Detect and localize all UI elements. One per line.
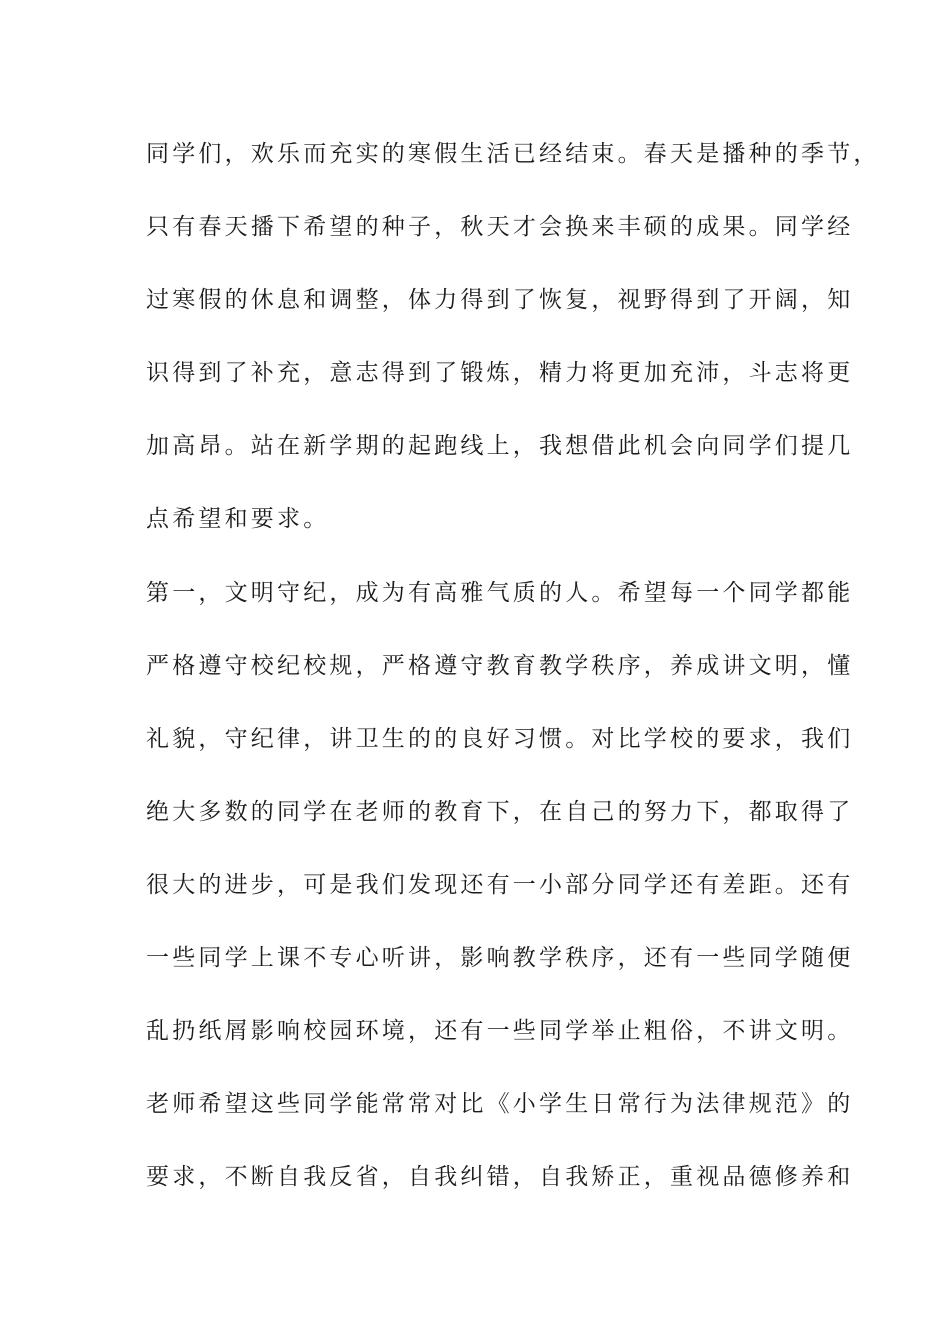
text-line: 只有春天播下希望的种子，秋天才会换来丰硕的成果。同学经 <box>146 214 854 241</box>
text-line: 礼貌，守纪律，讲卫生的的良好习惯。对比学校的要求，我们 <box>146 725 854 752</box>
text-line: 很大的进步，可是我们发现还有一小部分同学还有差距。还有 <box>146 871 854 898</box>
text-line: 同学们，欢乐而充实的寒假生活已经结束。春天是播种的季节， <box>146 141 880 167</box>
text-line: 识得到了补充，意志得到了锻炼，精力将更加充沛，斗志将更 <box>146 360 854 387</box>
text-line: 第一，文明守纪，成为有高雅气质的人。希望每一个同学都能 <box>146 579 854 606</box>
text-line: 要求，不断自我反省，自我纠错，自我矫正，重视品德修养和 <box>146 1164 854 1191</box>
text-line: 老师希望这些同学能常常对比《小学生日常行为法律规范》的 <box>146 1091 854 1118</box>
text-line: 绝大多数的同学在老师的教育下，在自己的努力下，都取得了 <box>146 798 854 825</box>
text-line: 点希望和要求。 <box>146 506 330 533</box>
text-line: 过寒假的休息和调整，体力得到了恢复，视野得到了开阔，知 <box>146 287 854 314</box>
text-line: 一些同学上课不专心听讲，影响教学秩序，还有一些同学随便 <box>146 945 854 972</box>
text-line: 严格遵守校纪校规，严格遵守教育教学秩序，养成讲文明，懂 <box>146 652 854 679</box>
text-line: 乱扔纸屑影响校园环境，还有一些同学举止粗俗，不讲文明。 <box>146 1018 854 1045</box>
body-text <box>146 130 880 1226</box>
text-line: 加高昂。站在新学期的起跑线上，我想借此机会向同学们提几 <box>146 433 854 460</box>
